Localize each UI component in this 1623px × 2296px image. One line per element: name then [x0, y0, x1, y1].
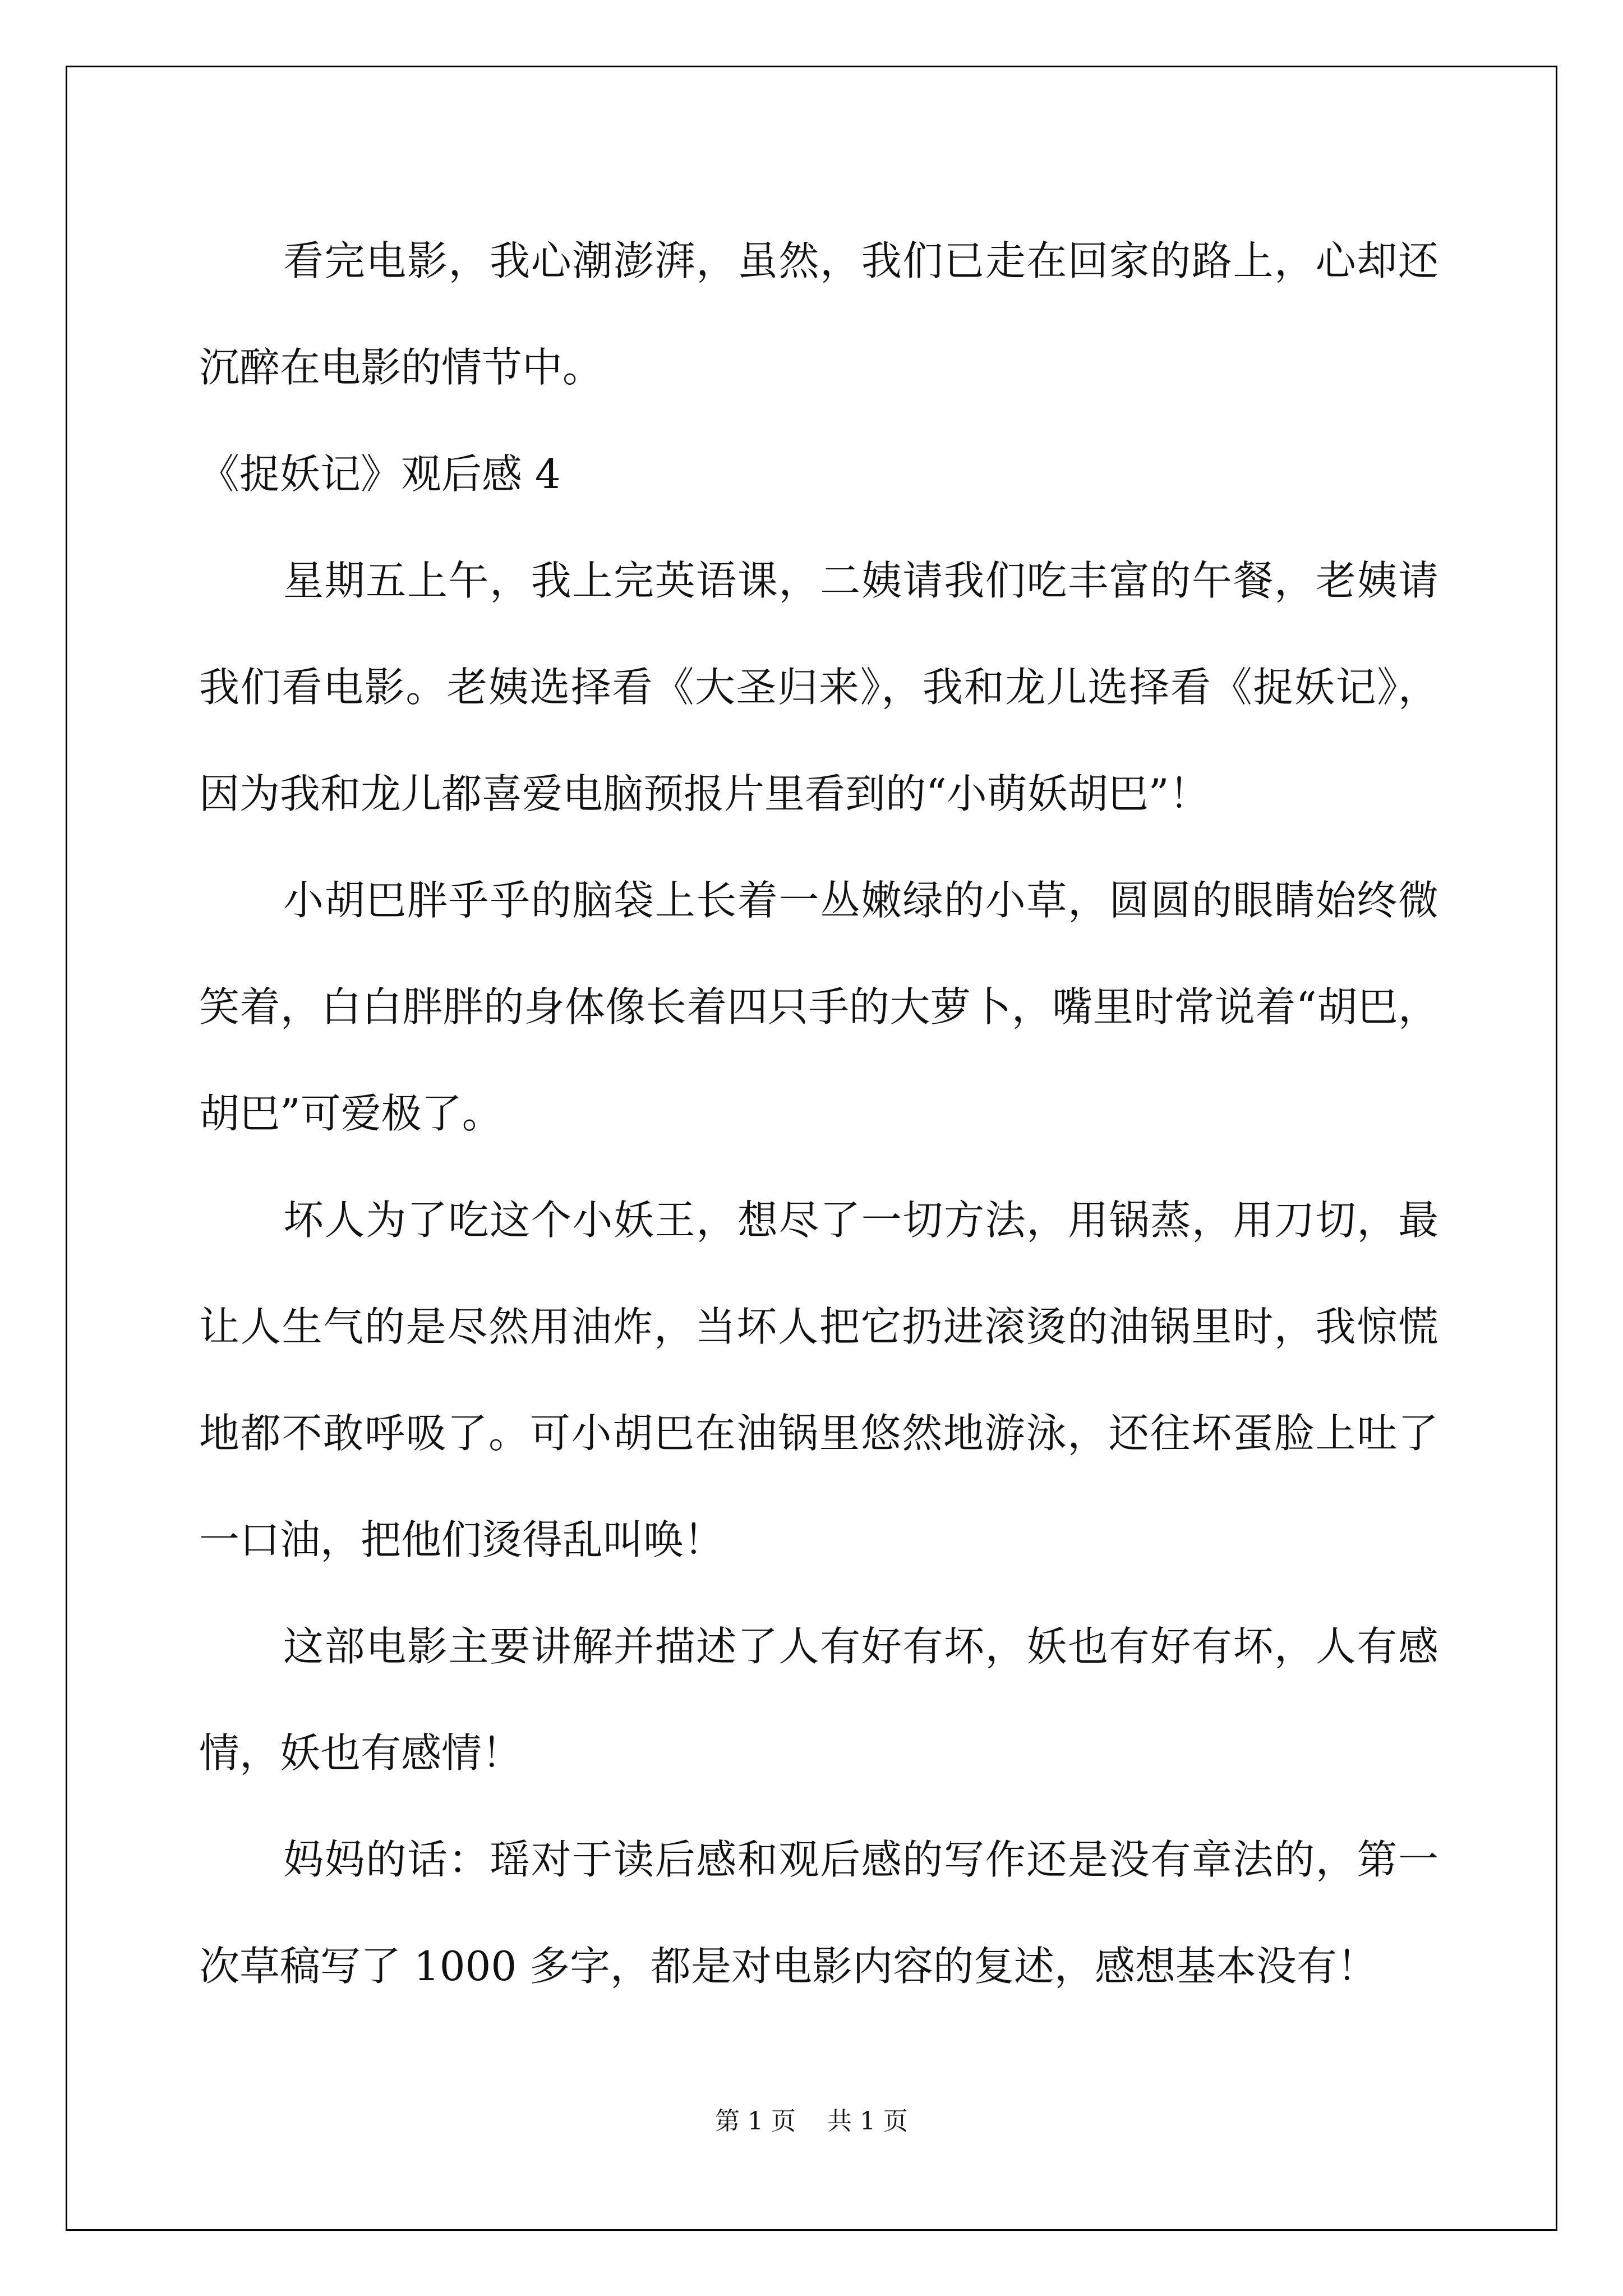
paragraph-3: 小胡巴胖乎乎的脑袋上长着一丛嫩绿的小草，圆圆的眼睛始终微笑着，白白胖胖的身体像长着四只手的大萝卜，嘴里时常说着“胡巴，胡巴”可爱极了。: [199, 877, 1438, 1137]
page-footer: 第 1 页 共 1 页: [715, 2107, 908, 2136]
paragraph-4: 坏人为了吃这个小妖王，想尽了一切方法，用锅蒸，用刀切，最让人生气的是尽然用油炸，当坏人把它扔进滚烫的油锅里时，我惊慌地都不敢呼吸了。可小胡巴在油锅里悠然地游泳，还往坏蛋脸上吐了一口油，把他们烫得乱叫唤！: [199, 1197, 1438, 1563]
document-body: [199, 208, 1438, 2019]
paragraph-1: 看完电影，我心潮澎湃，虽然，我们已走在回家的路上，心却还沉醉在电影的情节中。: [199, 237, 1438, 391]
paragraph-2: 星期五上午，我上完英语课，二姨请我们吃丰富的午餐，老姨请我们看电影。老姨选择看《大圣归来》，我和龙儿选择看《捉妖记》，因为我和龙儿都喜爱电脑预报片里看到的“小萌妖胡巴”！: [199, 557, 1438, 817]
paragraph-5: 这部电影主要讲解并描述了人有好有坏，妖也有好有坏，人有感情，妖也有感情！: [199, 1623, 1438, 1777]
section-heading: 《捉妖记》观后感 4: [199, 450, 561, 498]
paragraph-6: 妈妈的话：瑶对于读后感和观后感的写作还是没有章法的，第一次草稿写了 1000 多字，都是对电影内容的复述，感想基本没有！: [199, 1836, 1438, 1990]
